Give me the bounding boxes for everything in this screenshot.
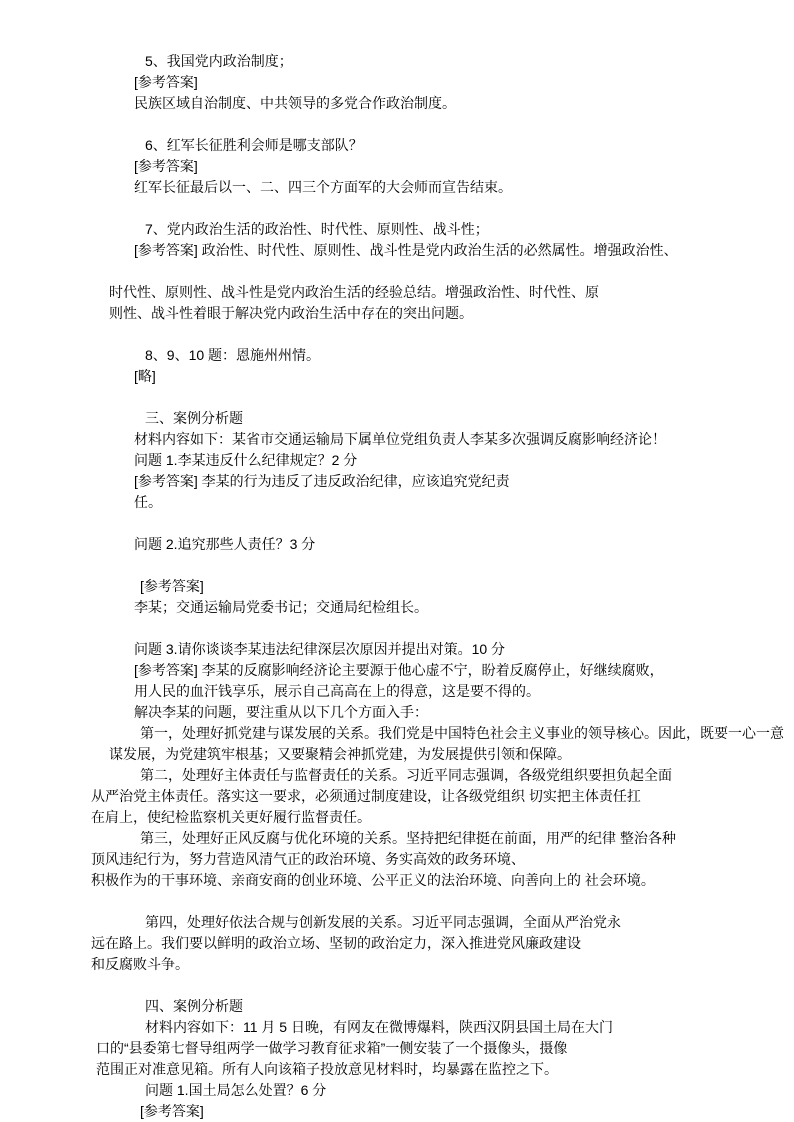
text-line: [参考答案] 李某的行为违反了违反政治纪律，应该追究党纪责 [134, 473, 510, 489]
text-line: 和反腐败斗争。 [91, 956, 189, 972]
text-line: 三、案例分析题 [145, 410, 243, 426]
text-line: 第四，处理好依法合规与创新发展的关系。习近平同志强调，全面从严治党永 [145, 914, 621, 930]
text-line: 从严治党主体责任。落实这一要求，必须通过制度建设，让各级党组织 切实把主体责任扛 [91, 788, 641, 804]
text-line [134, 513, 794, 534]
text-line: [参考答案] [140, 1103, 204, 1119]
text-line: 5、我国党内政治制度； [145, 53, 293, 69]
text-line: 第二，处理好主体责任与监督责任的关系。习近平同志强调，各级党组织要担负起全面 [140, 767, 672, 783]
text-line: 8、9、10 题：恩施州州情。 [145, 347, 321, 363]
text-line: [参考答案] 政治性、时代性、原则性、战斗性是党内政治生活的必然属性。增强政治性、 [134, 242, 678, 258]
text-line [134, 618, 794, 639]
text-line: 民族区域自治制度、中共领导的多党合作政治制度。 [134, 95, 456, 111]
text-line [134, 555, 794, 576]
text-line: [参考答案] [134, 74, 198, 90]
text-line: 问题 1.李某违反什么纪律规定？2 分 [134, 452, 358, 468]
text-line: 则性、战斗性着眼于解决党内政治生活中存在的突出问题。 [109, 305, 473, 321]
text-line: 第三，处理好正风反腐与优化环境的关系。坚持把纪律挺在前面，用严的纪律 整治各种 [140, 830, 676, 846]
text-line: 任。 [134, 494, 162, 510]
text-line: 7、党内政治生活的政治性、时代性、原则性、战斗性； [145, 221, 489, 237]
text-line: 解决李某的问题，要注重从以下几个方面入手： [134, 704, 428, 720]
text-line: 谋发展，为党建筑牢根基；又要聚精会神抓党建，为发展提供引领和保障。 [109, 746, 571, 762]
text-line: 材料内容如下：11 月 5 日晚，有网友在微博爆料，陕西汉阴县国土局在大门 [145, 1019, 613, 1035]
text-line: 顶风违纪行为，努力营造风清气正的政治环境、务实高效的政务环境、 [91, 851, 525, 867]
text-line: 用人民的血汗钱享乐，展示自己高高在上的得意，这是要不得的。 [134, 683, 540, 699]
text-line [134, 198, 794, 219]
text-line [134, 975, 794, 996]
text-line: 材料内容如下：某省市交通运输局下属单位党组负责人李某多次强调反腐影响经济论！ [134, 431, 666, 447]
text-line: 四、案例分析题 [145, 998, 243, 1014]
text-line: 口的“县委第七督导组两学一做学习教育征求箱”一侧安装了一个摄像头，摄像 [96, 1040, 568, 1056]
text-line: 远在路上。我们要以鲜明的政治立场、坚韧的政治定力，深入推进党风廉政建设 [91, 935, 581, 951]
text-line: [参考答案] [134, 158, 198, 174]
text-line [134, 114, 794, 135]
text-line [134, 324, 794, 345]
text-line: [参考答案] [140, 578, 204, 594]
text-line: 李某；交通运输局党委书记；交通局纪检组长。 [134, 599, 428, 615]
text-line: [参考答案] 李某的反腐影响经济论主要源于他心虚不宁，盼着反腐停止，好继续腐败， [134, 662, 664, 678]
text-line: 在肩上，使纪检监察机关更好履行监督责任。 [91, 809, 371, 825]
text-line: [略] [134, 368, 156, 384]
text-line: 问题 3.请你谈谈李某违法纪律深层次原因并提出对策。10 分 [134, 641, 506, 657]
text-line [134, 387, 794, 408]
text-line: 红军长征最后以一、二、四三个方面军的大会师而宣告结束。 [134, 179, 512, 195]
text-line: 范围正对准意见箱。所有人向该箱子投放意见材料时，均暴露在监控之下。 [96, 1061, 558, 1077]
text-line: 6、红军长征胜利会师是哪支部队？ [145, 137, 363, 153]
text-line: 问题 2.追究那些人责任？3 分 [134, 536, 316, 552]
text-line: 时代性、原则性、战斗性是党内政治生活的经验总结。增强政治性、时代性、原 [109, 284, 599, 300]
text-line: 积极作为的干事环境、亲商安商的创业环境、公平正义的法治环境、向善向上的 社会环境。 [91, 872, 655, 888]
text-line [134, 261, 794, 282]
text-line [134, 891, 794, 912]
text-line: 问题 1.国土局怎么处置？6 分 [145, 1082, 327, 1098]
text-line: 第一，处理好抓党建与谋发展的关系。我们党是中国特色社会主义事业的领导核心。因此，既要一心一意 [140, 725, 784, 741]
